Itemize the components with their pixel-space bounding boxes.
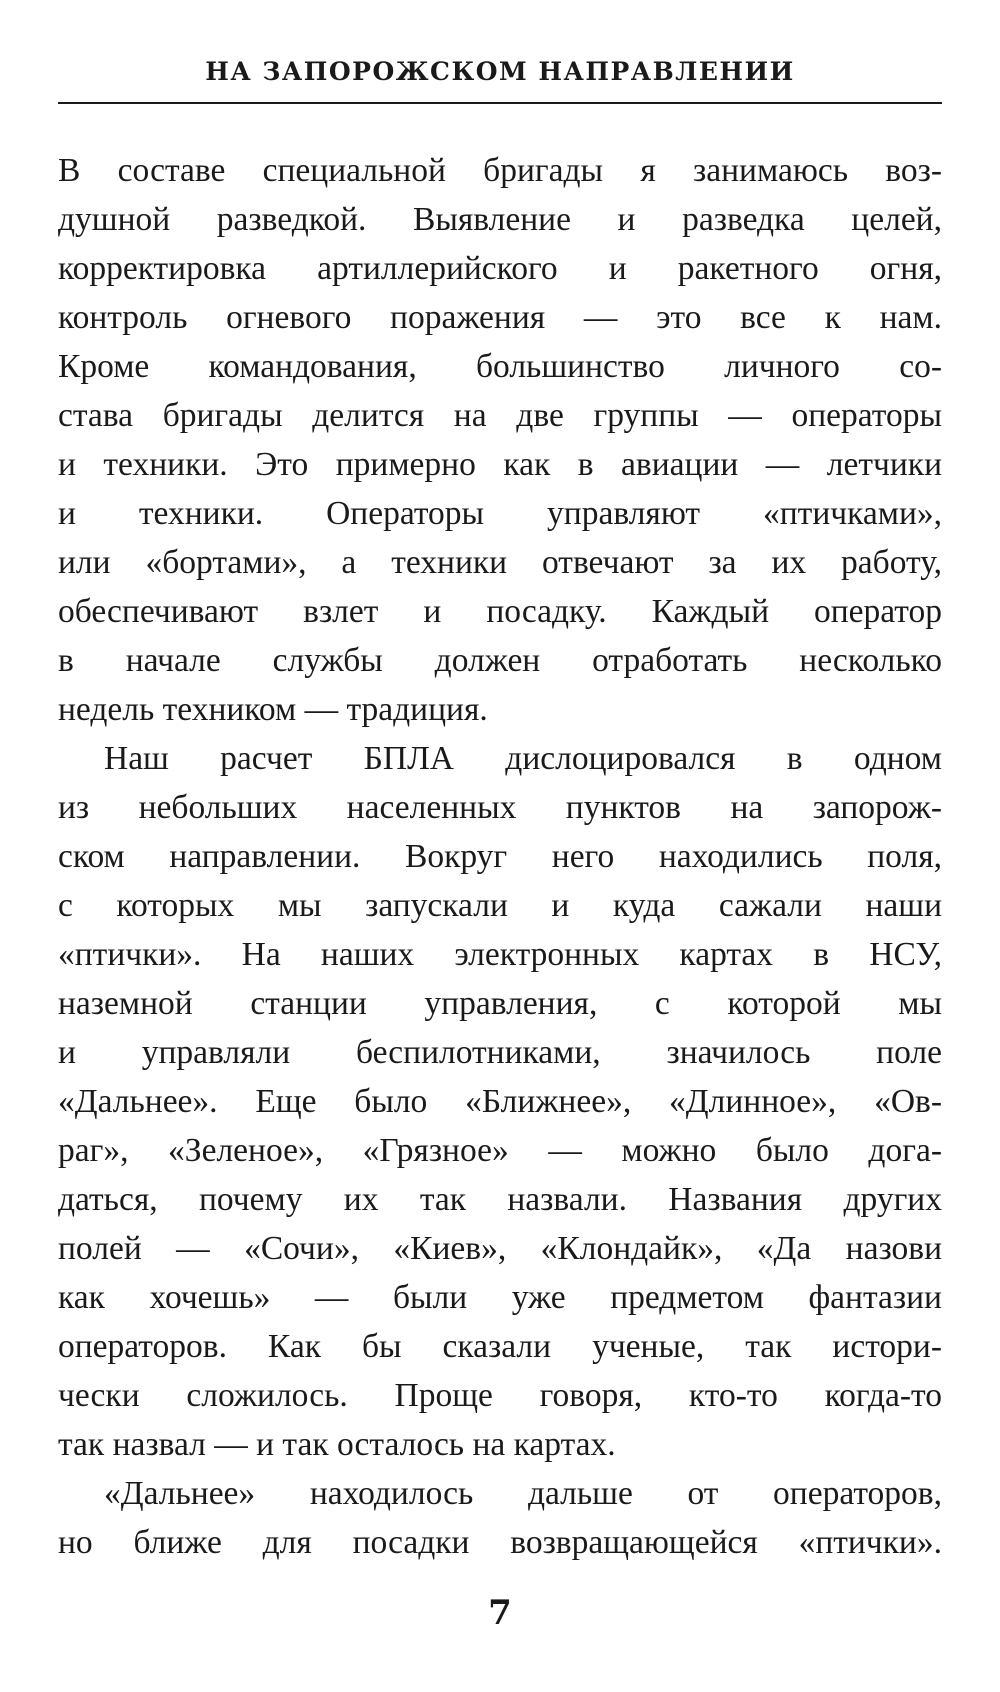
header-rule: [58, 102, 942, 104]
text-line: контроль огневого поражения — это все к нам.: [58, 299, 942, 336]
text-line: «Дальнее» находилось дальше от операторов,: [104, 1475, 942, 1512]
text-line: Наш расчет БПЛА дислоцировался в одном: [104, 740, 942, 777]
text-line: и управляли беспилотниками, значилось поле: [58, 1034, 942, 1071]
text-line: корректировка артиллерийского и ракетного огня,: [58, 250, 942, 287]
text-line: чески сложилось. Проще говоря, кто-то когда-то: [58, 1377, 942, 1414]
text-line: но ближе для посадки возвращающейся «птички».: [58, 1524, 942, 1561]
text-line: недель техником — традиция.: [58, 691, 488, 728]
text-line: В составе специальной бригады я занимаюсь воз-: [58, 152, 942, 189]
running-head: НА ЗАПОРОЖСКОМ НАПРАВЛЕНИИ: [205, 57, 795, 86]
text-line: ском направлении. Вокруг него находились поля,: [58, 838, 942, 875]
text-line: и техники. Операторы управляют «птичками»,: [58, 495, 942, 532]
text-line: обеспечивают взлет и посадку. Каждый оператор: [58, 593, 942, 630]
text-line: полей — «Сочи», «Киев», «Клондайк», «Да назови: [58, 1230, 942, 1267]
text-line: так назвал — и так осталось на картах.: [58, 1426, 616, 1463]
text-line: в начале службы должен отработать несколько: [58, 642, 942, 679]
text-line: даться, почему их так назвали. Названия других: [58, 1181, 942, 1218]
text-line: душной разведкой. Выявление и разведка целей,: [58, 201, 942, 238]
text-line: става бригады делится на две группы — операторы: [58, 397, 942, 434]
text-line: Кроме командования, большинство личного со-: [58, 348, 942, 385]
text-line: и техники. Это примерно как в авиации — летчики: [58, 446, 942, 483]
text-line: раг», «Зеленое», «Грязное» — можно было дога-: [58, 1132, 942, 1169]
paragraph: [58, 1469, 942, 1567]
page-number: 7: [488, 1593, 512, 1633]
paragraph: [58, 734, 942, 1469]
text-line: «Дальнее». Еще было «Ближнее», «Длинное», «Ов-: [58, 1083, 942, 1120]
body-text: [58, 146, 942, 1567]
text-line: операторов. Как бы сказали ученые, так истори-: [58, 1328, 942, 1365]
text-line: с которых мы запускали и куда сажали наши: [58, 887, 942, 924]
text-line: «птички». На наших электронных картах в НСУ,: [58, 936, 942, 973]
text-line: наземной станции управления, с которой мы: [58, 985, 942, 1022]
text-line: или «бортами», а техники отвечают за их работу,: [58, 544, 942, 581]
paragraph: [58, 146, 942, 734]
text-line: как хочешь» — были уже предметом фантазии: [58, 1279, 942, 1316]
text-line: из небольших населенных пунктов на запорож-: [58, 789, 942, 826]
